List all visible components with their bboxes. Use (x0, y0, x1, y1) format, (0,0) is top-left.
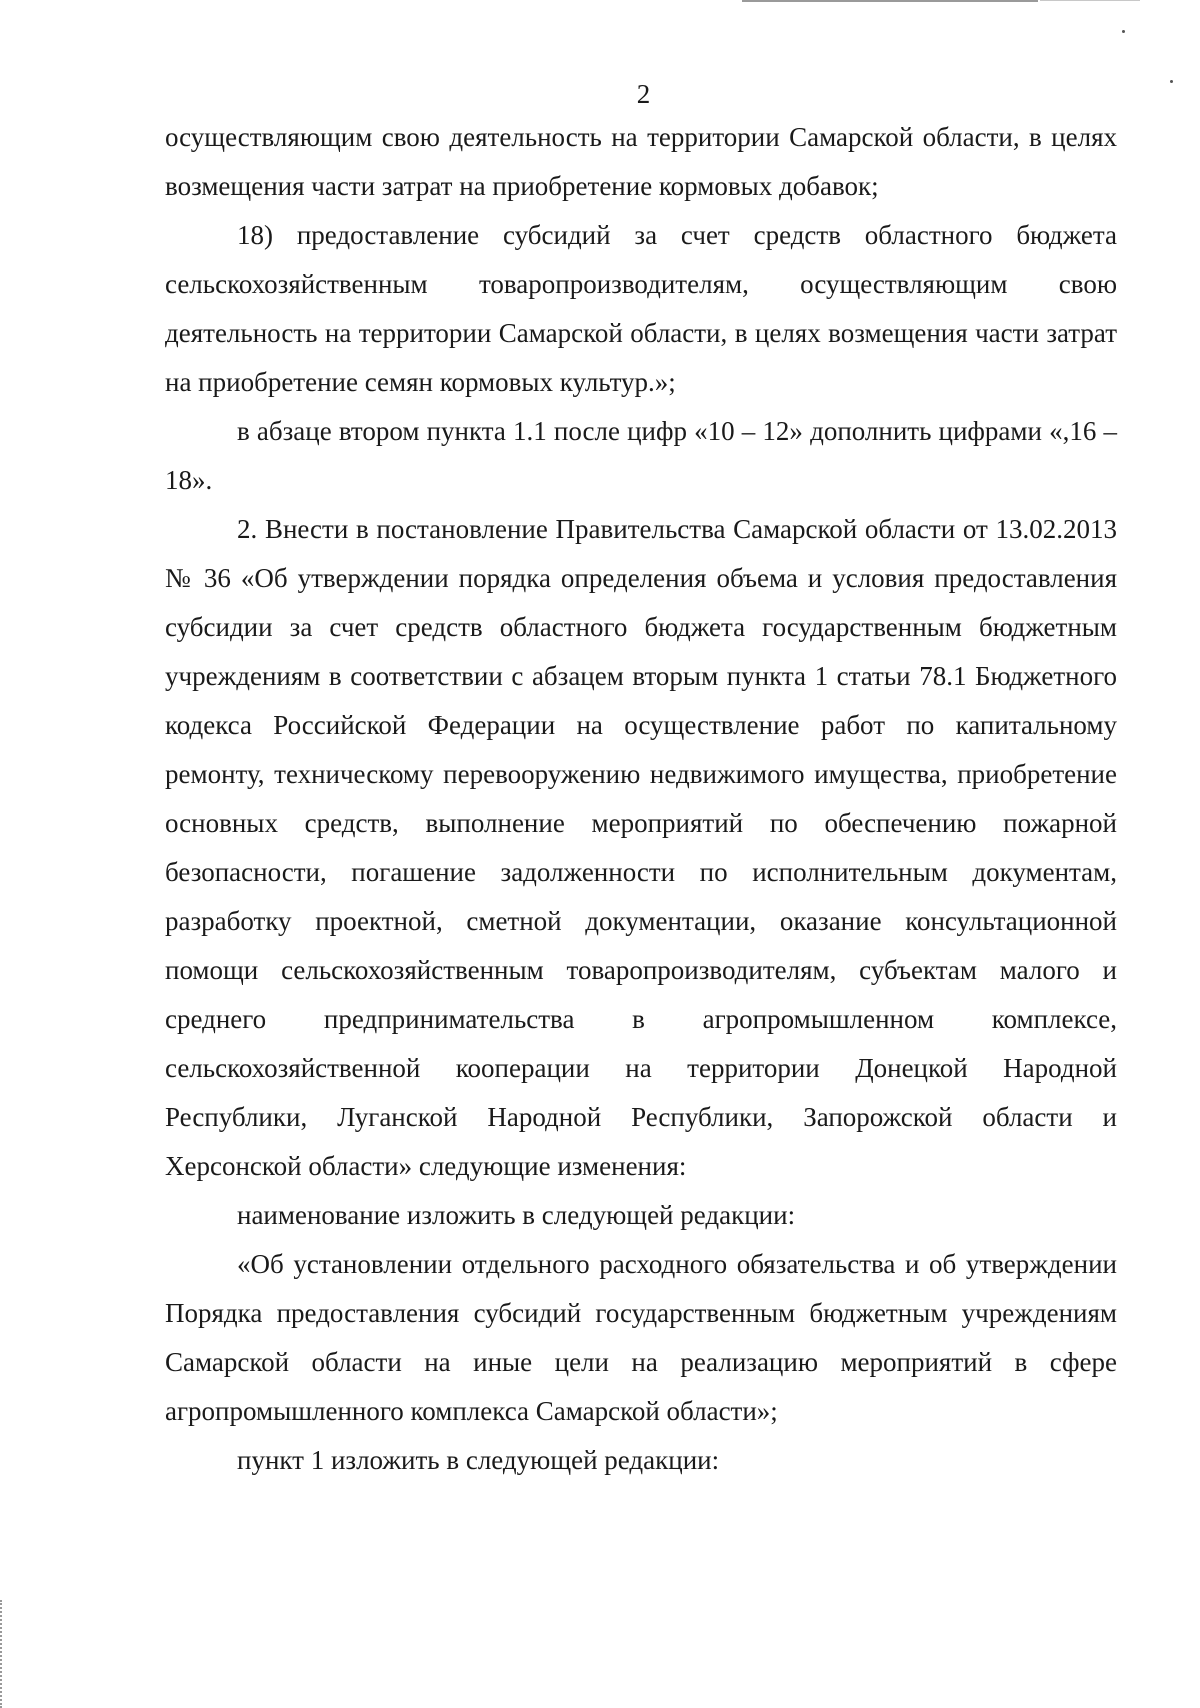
scan-speck (1122, 30, 1125, 33)
paragraph-item-18: 18) предоставление субсидий за счет средств областного бюджета сельскохозяйственным товаропроизводителям, осуществляющим свою деятельность на территории Самарской области, в целях возмещения части затрат на приобретение семян кормовых культур.»; (165, 220, 1117, 397)
page-number: 2 (636, 79, 651, 109)
scan-edge-marks (0, 1600, 5, 1708)
top-edge-rule-faint (1040, 0, 1140, 1)
paragraph-amendment-1-1: в абзаце втором пункта 1.1 после цифр «10 – 12» дополнить цифрами «,16 – 18». (165, 416, 1117, 495)
paragraph-title-change: наименование изложить в следующей редакции: (237, 1200, 796, 1230)
top-edge-rule (742, 0, 1038, 2)
document-body (165, 113, 1117, 1485)
paragraph-new-title: «Об установлении отдельного расходного обязательства и об утверждении Порядка предоставления субсидий государственным бюджетным учреждениям Самарской области на иные цели на реализацию мероприятий в сфере агропромышленного комплекса Самарской области»; (165, 1249, 1117, 1426)
paragraph-point-1: пункт 1 изложить в следующей редакции: (237, 1445, 720, 1475)
paragraph-continuation: осуществляющим свою деятельность на территории Самарской области, в целях возмещения части затрат на приобретение кормовых добавок; (165, 122, 1117, 201)
paragraph-section-2: 2. Внести в постановление Правительства Самарской области от 13.02.2013 № 36 «Об утверждении порядка определения объема и условия предоставления субсидии за счет средств областного бюджета государственным бюджетным учреждениям в соответствии с абзацем вторым пункта 1 статьи 78.1 Бюджетного кодекса Российской Федерации на осуществление работ по капитальному ремонту, техническому перевооружению недвижимого имущества, приобретение основных средств, выполнение мероприятий по обеспечению пожарной безопасности, погашение задолженности по исполнительным документам, разработку проектной, сметной документации, оказание консультационной помощи сельскохозяйственным товаропроизводителям, субъектам малого и среднего предпринимательства в агропромышленном комплексе, сельскохозяйственной кооперации на территории Донецкой Народной Республики, Луганской Народной Республики, Запорожской области и Херсонской области» следующие изменения: (165, 514, 1117, 1181)
